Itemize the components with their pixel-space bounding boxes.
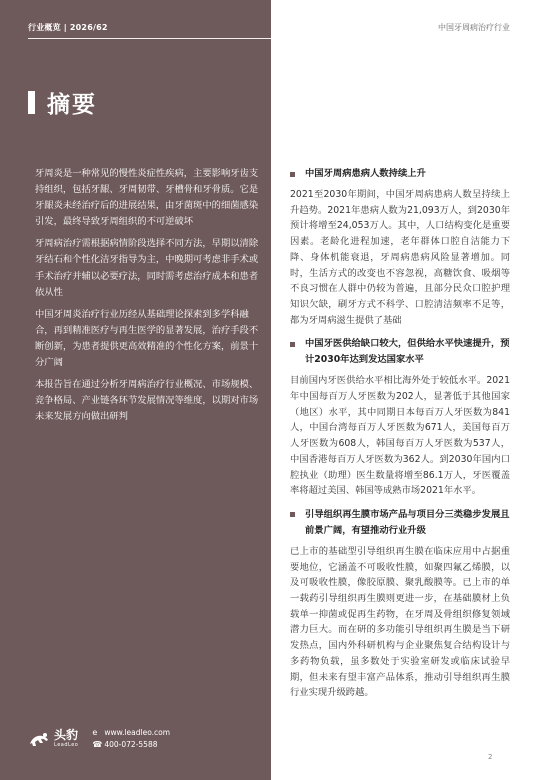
bullet-square-icon [290,342,295,347]
page-number: 2 [488,753,493,761]
key-findings [290,158,510,701]
bullet-square-icon [290,512,295,517]
contact-info [92,727,170,751]
logo-chinese-name: 头豹 [54,728,79,742]
logo-english-name: LeadLeo [54,742,79,748]
abstract-title: 摘要 [47,92,97,118]
footer [28,727,170,751]
section-heading [290,507,510,539]
section-heading [290,166,510,182]
header-divider [28,38,271,39]
section-title: 引导组织再生膜市场产品与项目分三类稳步发展且前景广阔，有望推动行业升级 [305,508,510,536]
bullet-square-icon [290,172,295,177]
logo-leopard-icon [28,728,50,750]
phone-icon: ☎ [92,740,103,749]
website-link[interactable]: www.leadleo.com [104,728,171,737]
web-e-icon: e [92,728,98,737]
section-title: 中国牙医供给缺口较大，但供给水平快速提升，预计2030年达到发达国家水平 [305,338,510,366]
industry-name: 中国牙周病治疗行业 [438,23,510,32]
abstract-paragraph: 牙周炎是一种常见的慢性炎症性疾病，主要影响牙齿支持组织，包括牙龈、牙周韧带、牙槽骨和牙骨质。它是牙龈炎未经治疗后的进展结果，由牙菌斑中的细菌感染引发，最终导致牙周组织的不可逆破坏 [35,168,259,228]
abstract-paragraph: 中国牙周炎治疗行业历经从基础理论探索到多学科融合，再到精准医疗与再生医学的显著发展，治疗手段不断创新，为患者提供更高效精准的个性化方案，前景十分广阔 [35,308,259,369]
section-body: 已上市的基础型引导组织再生膜在临床应用中占据重要地位，它涵盖不可吸收性膜，如聚四氟乙烯膜，以及可吸收性膜，像胶原膜、聚乳酸膜等。已上市的单一载药引导组织再生膜则更进一步，在基础膜材上负载单一抑菌或促再生药物，在牙周及骨组织修复领域潜力巨大。而在研的多功能引导组织再生膜是当下研发热点，国内外科研机构与企业聚焦复合结构设计与多药物负载，虽多数处于实验室研发或临床试验早期，但未来有望丰富产品体系，推动引导组织再生膜行业实现升级跨越。 [290,545,510,699]
section-title: 中国牙周病患病人数持续上升 [305,168,426,179]
report-type-date: 行业概览 | 2026/62 [28,23,108,32]
section-body: 目前国内牙医供给水平相比海外处于较低水平。2021年中国每百万人牙医数为202人，显著低于其他国家（地区）水平，其中同期日本每百万人牙医数为841人，中国台湾每百万人牙医数为671人，美国每百万人牙医数为608人，韩国每百万人牙医数为537人，中国香港每百万人牙医数为362人。到2030年国内口腔执业（助理）医生数量将增至86.1万人，牙医覆盖率将超过美国、韩国等成熟市场2021年水平。 [290,375,510,497]
abstract-paragraph: 本报告旨在通过分析牙周病治疗行业概况、市场规模、竞争格局、产业链各环节发展情况等维度，以期对市场未来发展方向做出研判 [35,379,259,423]
company-logo[interactable] [28,728,78,750]
phone-number: 400-072-5588 [104,740,158,749]
section-heading [290,336,510,368]
abstract-text [35,166,261,431]
section-body: 2021至2030年期间，中国牙周病患病人数呈持续上升趋势。2021年患病人数为21,093万人，到2030年预计将增至24,053万人。其中，人口结构变化是重要因素。老龄化进程加速，老年群体口腔自洁能力下降、身体机能衰退，牙周病患病风险显著增加。同时，生活方式的改变也不容忽视，高糖饮食、吸烟等不良习惯在人群中仍较为普遍，且部分民众口腔护理知识欠缺，刷牙方式不科学、口腔清洁频率不足等，都为牙周病滋生提供了基础 [290,189,510,326]
abstract-paragraph: 牙周病治疗需根据病情阶段选择不同方法，早期以清除牙结石和个性化洁牙指导为主，中晚期可考虑非手术或手术治疗并辅以必要疗法，同时需考虑治疗成本和患者依从性 [35,238,259,298]
heading-bar-icon [28,91,35,114]
abstract-heading [28,86,97,119]
